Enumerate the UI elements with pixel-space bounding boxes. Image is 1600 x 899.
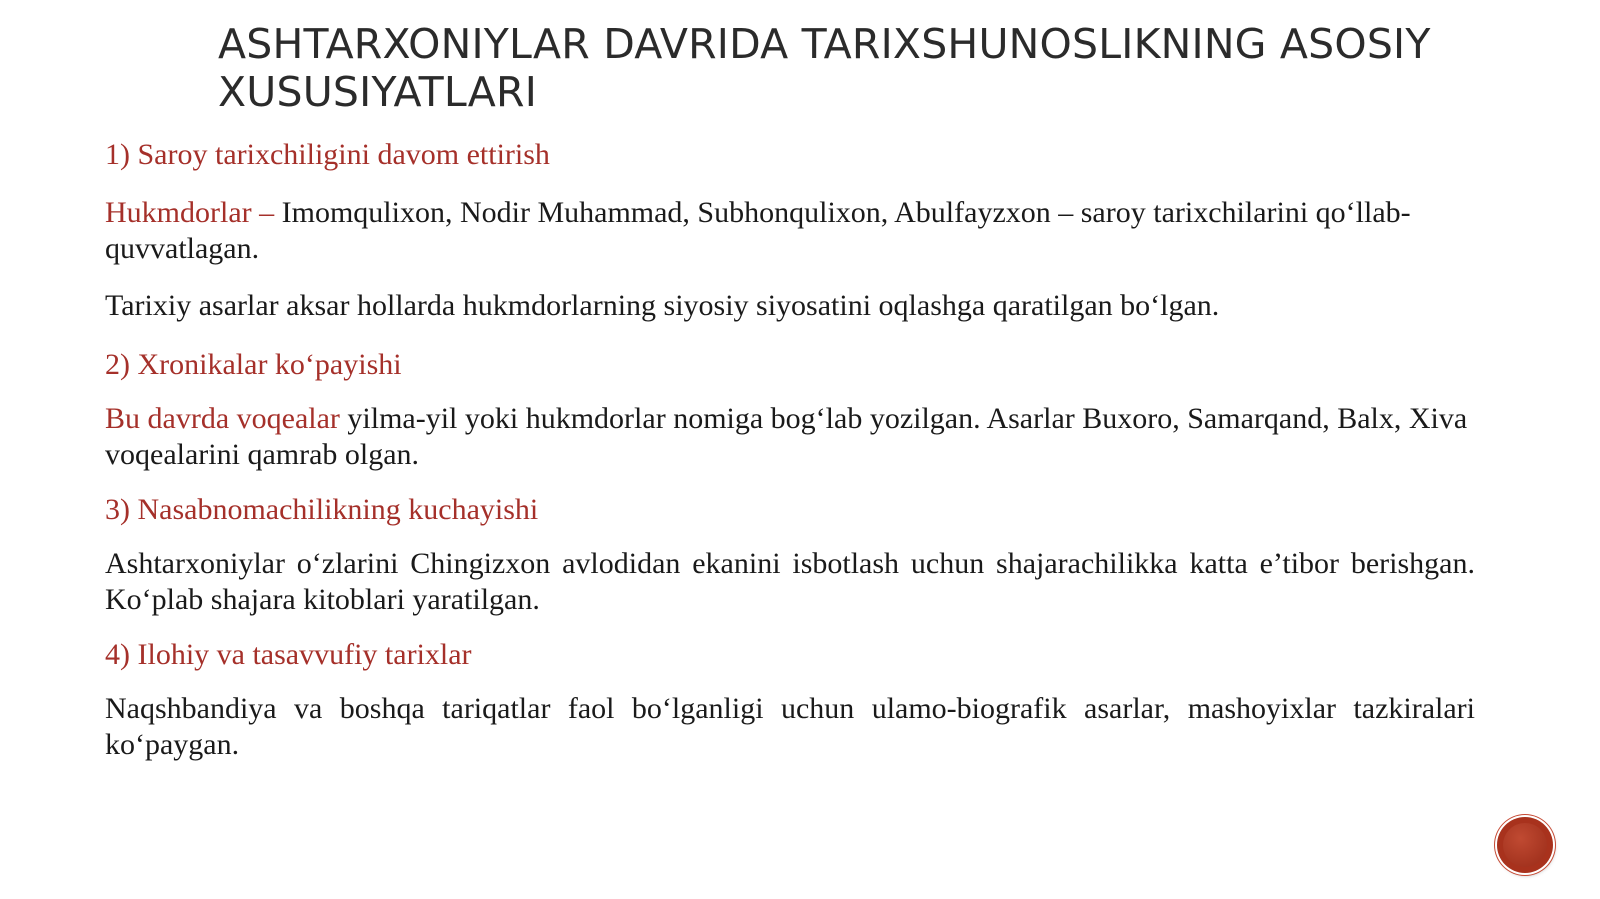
- section-2-heading: 2) Xronikalar ko‘payishi: [105, 348, 402, 381]
- circle-nav-button-icon[interactable]: [1497, 817, 1553, 873]
- slide-title-line-2: XUSUSIYATLARI: [218, 68, 538, 116]
- section-4-paragraph-1: Naqshbandiya va boshqa tariqatlar faol bo‘lganligi uchun ulamo-biografik asarlar, mashoyixlar tazkiralari ko‘paygan.: [105, 692, 1475, 761]
- slide-title-line-1: ASHTARXONIYLAR DAVRIDA TARIXSHUNOSLIKNING ASOSIY: [218, 20, 1431, 68]
- section-2-paragraph-1-text: yilma-yil yoki hukmdorlar nomiga bog‘lab yozilgan. Asarlar Buxoro, Samarqand, Balx, Xiva voqealarini qamrab olgan.: [105, 402, 1468, 471]
- slide-title: [218, 20, 1558, 116]
- section-3-paragraph-1: Ashtarxoniylar o‘zlarini Chingizxon avlodidan ekanini isbotlash uchun shajarachilikka katta e’tibor berishgan. Ko‘plab shajara kitoblari yaratilgan.: [105, 547, 1475, 616]
- section-1-heading: 1) Saroy tarixchiligini davom ettirish: [105, 138, 550, 171]
- section-1-paragraph-2: Tarixiy asarlar aksar hollarda hukmdorlarning siyosiy siyosatini oqlashga qaratilgan bo‘lgan.: [105, 289, 1220, 322]
- section-2-paragraph-1: [105, 401, 1475, 473]
- section-1-paragraph-1: [105, 195, 1475, 267]
- section-4-heading: 4) Ilohiy va tasavvufiy tarixlar: [105, 638, 472, 671]
- section-2-paragraph-1-accent: Bu davrda voqealar: [105, 402, 340, 435]
- section-1-paragraph-1-accent: Hukmdorlar –: [105, 196, 275, 229]
- section-3-heading: 3) Nasabnomachilikning kuchayishi: [105, 493, 539, 526]
- section-1-paragraph-1-text: Imomqulixon, Nodir Muhammad, Subhonqulixon, Abulfayzxon – saroy tarixchilarini qo‘llab-quvvatlagan.: [105, 196, 1411, 265]
